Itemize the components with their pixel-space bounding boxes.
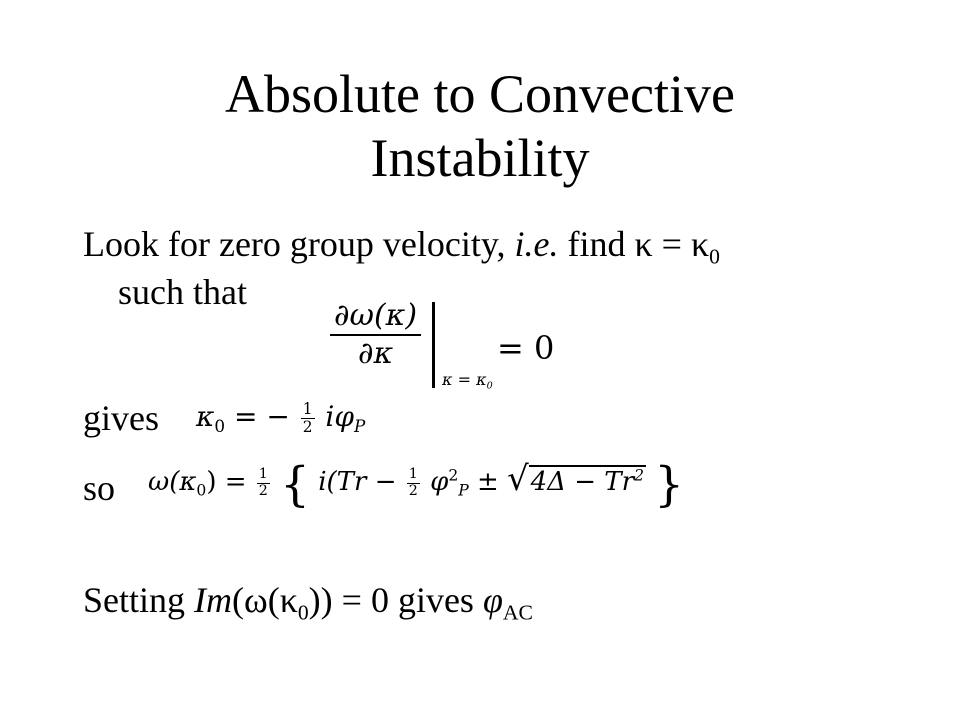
equation-omega-kappa0: $\omega(\kappa_0)$ = $\frac{1}{2}$ { i(Tr − $\frac{1}{2}$ $\varphi^2_P$ ± √ $4\Delta - Tr^2$ }: [148, 458, 685, 513]
evaluation-subscript: $\kappa = \kappa_0$: [442, 370, 493, 392]
equation-zero-group-velocity: [330, 300, 421, 369]
derivative-numerator: ∂ω(κ): [330, 300, 421, 336]
equation-kappa0: $\kappa_0$ = − $\frac{1}{2}$ $i\varphi_P$: [196, 400, 366, 436]
line1-find: find: [567, 224, 626, 264]
square-root: √ $4\Delta - Tr^2$: [507, 459, 644, 498]
slide-title: [0, 62, 960, 190]
derivative-fraction: [330, 300, 421, 369]
kappa-symbol: κ: [634, 224, 653, 264]
half-fraction: $\frac{1}{2}$: [302, 400, 313, 436]
derivative-denominator: ∂κ: [357, 335, 394, 371]
body-line-2: such that: [118, 272, 247, 312]
equation-rhs-zero: = 0: [497, 329, 555, 367]
line1-text: Look for zero group velocity,: [83, 224, 506, 264]
line1-ie: i.e.: [514, 224, 559, 264]
evaluation-bar: [432, 302, 435, 388]
kappa-zero: $\kappa_0$: [690, 224, 720, 269]
setting-line: Setting $Im(\omega(\kappa_0)) = 0$ gives $\varphi_{AC}$: [83, 580, 533, 625]
so-label: so: [83, 468, 116, 508]
gives-label: gives: [83, 398, 159, 438]
equals-sign: =: [661, 224, 682, 264]
title-line-1: Absolute to Convective: [225, 64, 735, 124]
body-line-1: [83, 224, 720, 269]
title-line-2: Instability: [370, 128, 590, 188]
